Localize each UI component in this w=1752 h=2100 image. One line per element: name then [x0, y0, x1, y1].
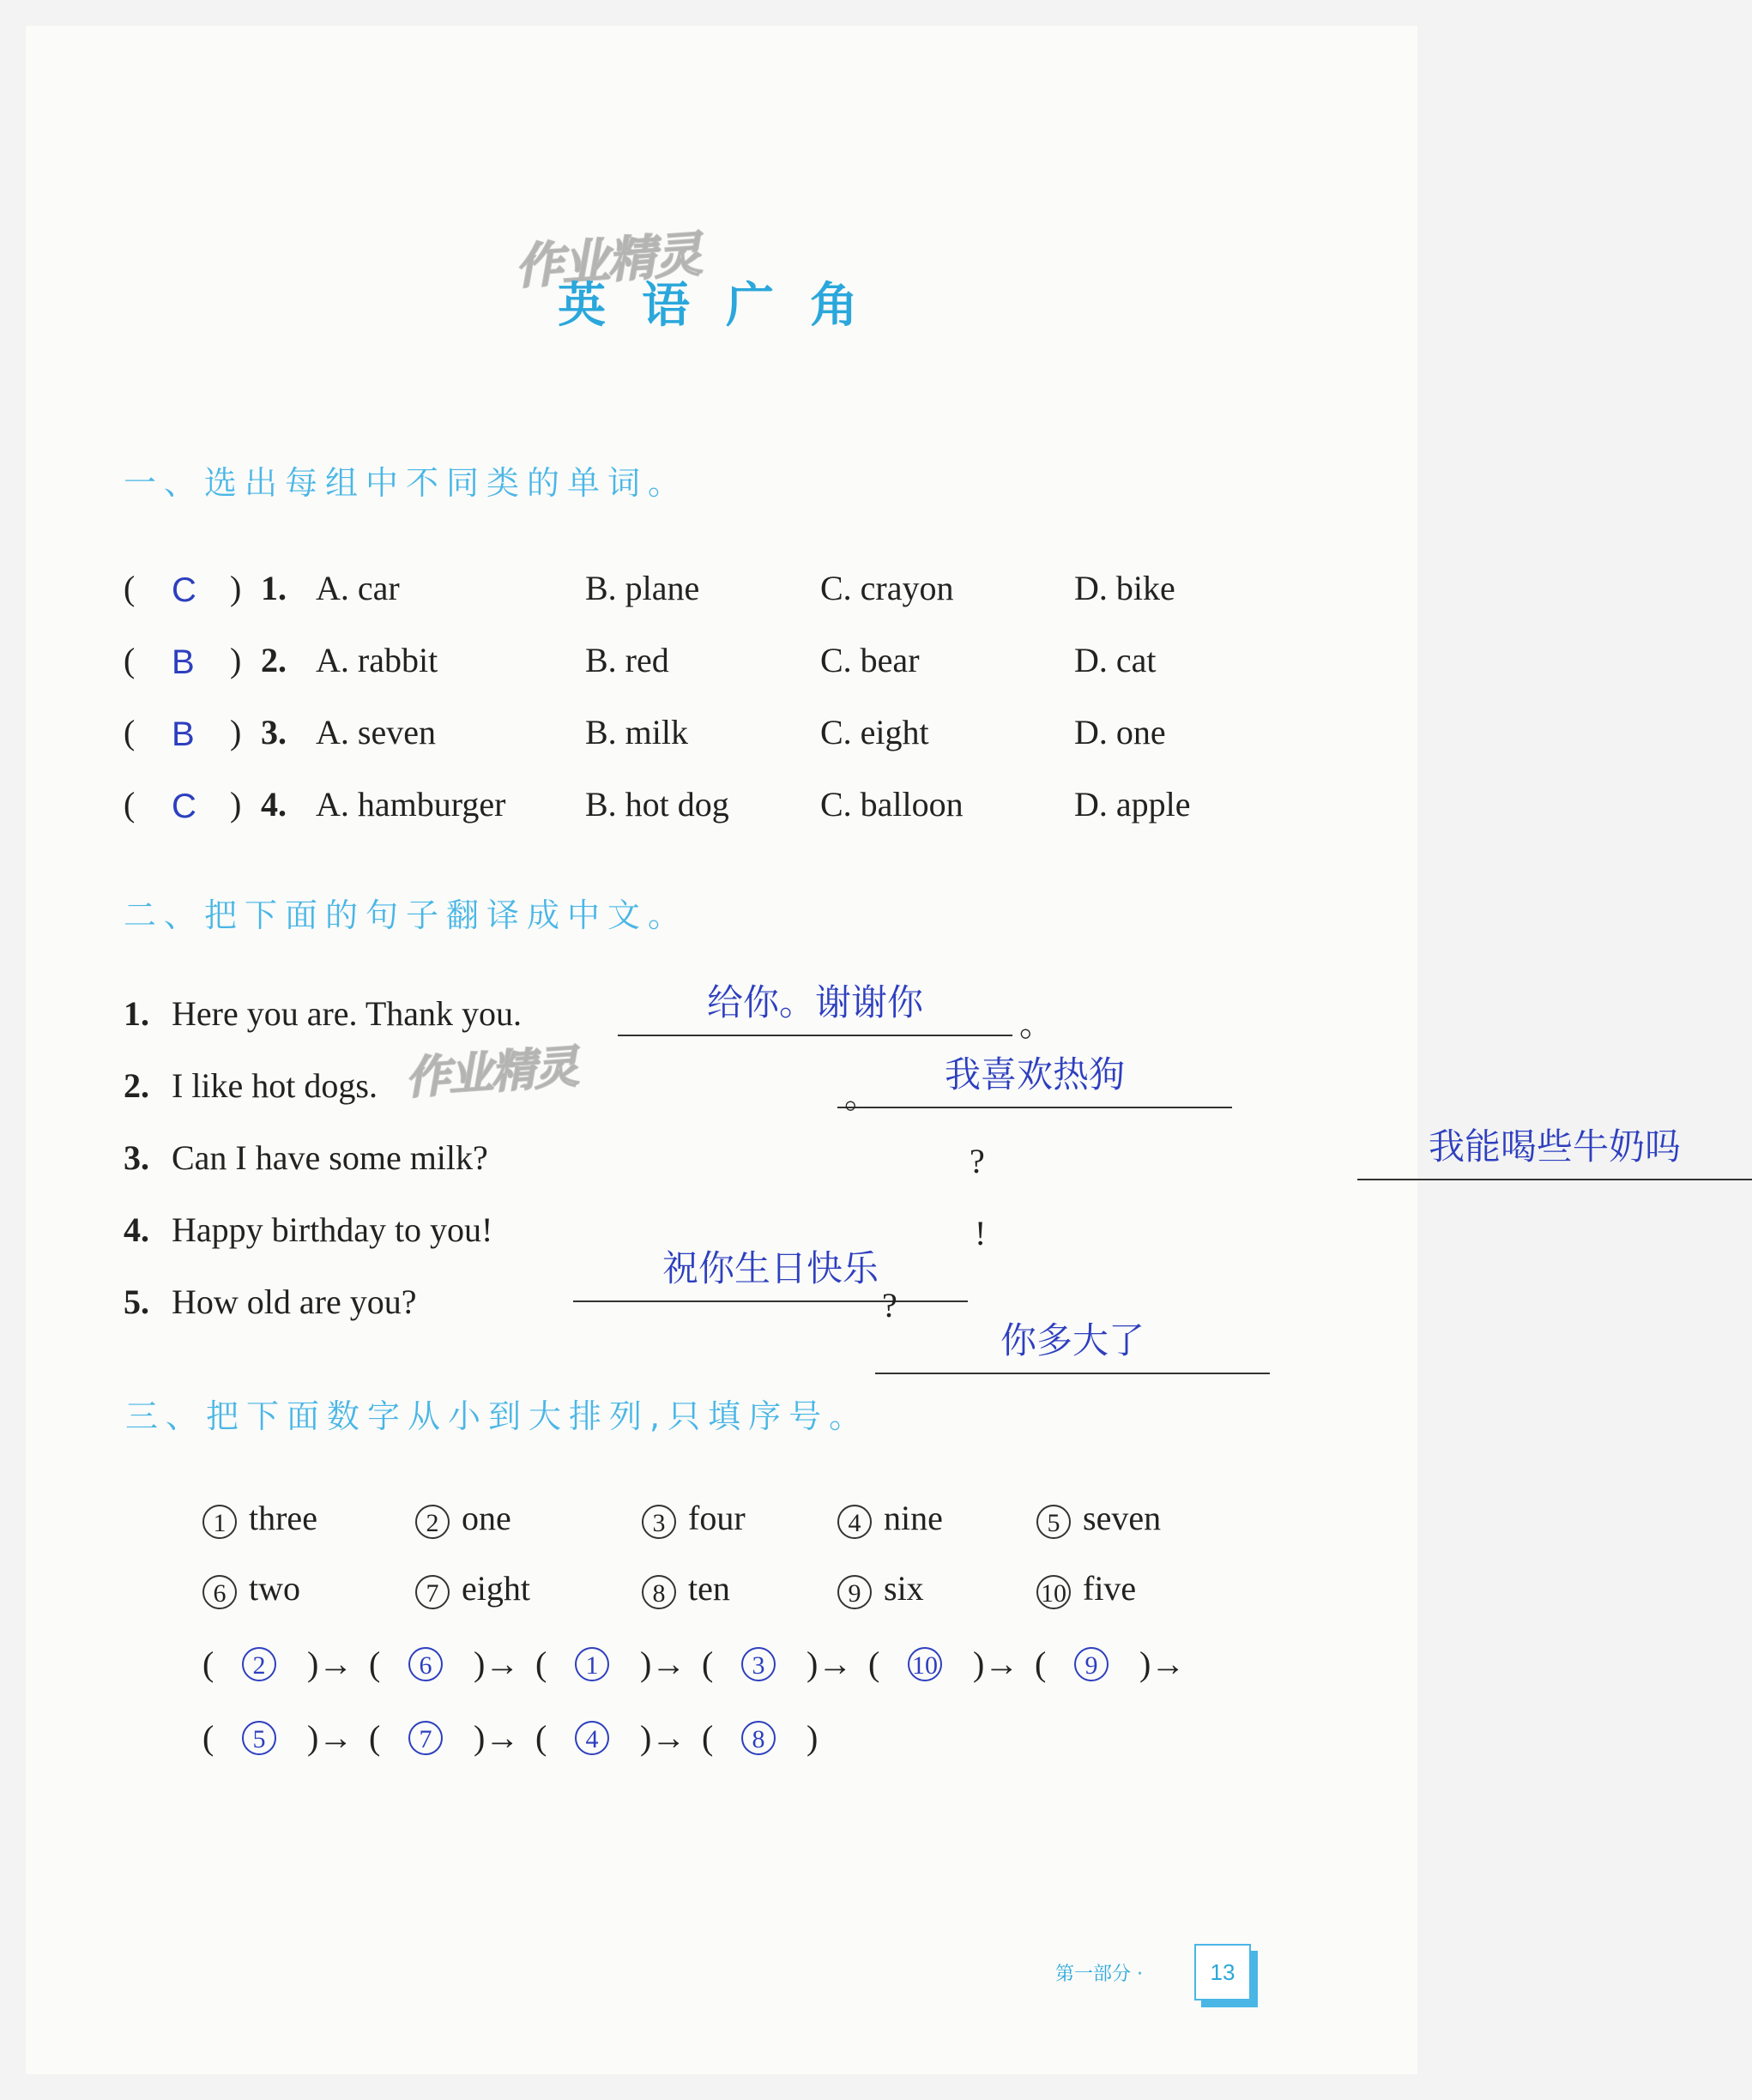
number-word-text: one	[462, 1499, 511, 1537]
paren-close: )	[230, 713, 242, 751]
answer-circled-number: 6	[408, 1647, 443, 1681]
section-heading-3: 三、把下面数字从小到大排列,只填序号。	[125, 1397, 870, 1435]
answer-circled-number: 7	[408, 1721, 443, 1755]
page-title: 英语广角	[558, 278, 894, 334]
chinese-answer: 我能喝些牛奶吗	[1428, 1125, 1681, 1168]
option-d: D. bike	[1074, 569, 1175, 607]
number-word-text: five	[1083, 1569, 1137, 1608]
paren-open: (	[1035, 1644, 1047, 1683]
section-heading-2: 二、把下面的句子翻译成中文。	[124, 896, 689, 934]
circled-number: 1	[202, 1505, 237, 1539]
sentence-end-mark: 。	[844, 1077, 879, 1115]
paren-close-arrow: )→	[640, 1718, 686, 1757]
circled-number: 7	[415, 1575, 450, 1609]
circled-number: 6	[202, 1575, 237, 1609]
answer-letter: B	[172, 643, 195, 681]
sentence-end-mark: ?	[970, 1142, 985, 1180]
chinese-answer: 给你。谢谢你	[706, 981, 923, 1023]
question-number: 3.	[261, 713, 287, 751]
answer-circled-number: 9	[1074, 1647, 1109, 1681]
english-sentence: I like hot dogs.	[172, 1066, 378, 1105]
english-sentence: Here you are. Thank you.	[172, 994, 523, 1033]
option-c: C. bear	[820, 641, 920, 679]
paren-open: (	[202, 1718, 214, 1757]
paren-open: (	[124, 641, 136, 679]
watermark-logo: 作业精灵	[403, 1041, 579, 1105]
item-number: 5.	[124, 1282, 149, 1321]
option-c: C. crayon	[820, 569, 954, 607]
number-word	[415, 1498, 511, 1539]
question-number: 4.	[261, 785, 287, 824]
option-b: B. hot dog	[585, 785, 729, 824]
circled-number: 2	[415, 1505, 450, 1539]
option-d: D. one	[1074, 713, 1166, 751]
question-number: 2.	[261, 641, 287, 679]
paren-close-arrow: )→	[474, 1644, 520, 1683]
paren-close-arrow: )→	[307, 1718, 353, 1757]
number-word-text: eight	[462, 1569, 530, 1608]
paren-open: (	[369, 1718, 381, 1757]
answer-blank	[875, 1319, 1270, 1374]
number-word	[837, 1498, 943, 1539]
circled-number: 4	[837, 1505, 872, 1539]
english-sentence: Can I have some milk?	[172, 1138, 488, 1177]
option-a: A. car	[316, 569, 400, 607]
number-word	[1036, 1568, 1136, 1609]
number-word	[415, 1568, 530, 1609]
paren-close: )	[230, 785, 242, 824]
paren-close: )	[230, 569, 242, 607]
chinese-answer: 你多大了	[1000, 1319, 1145, 1361]
paren-open: (	[369, 1644, 381, 1683]
paren-open: (	[124, 713, 136, 751]
paren-open: (	[535, 1718, 547, 1757]
sentence-end-mark: ?	[882, 1286, 897, 1325]
option-b: B. red	[585, 641, 669, 679]
answer-blank	[573, 1247, 968, 1302]
paren-open: (	[702, 1718, 714, 1757]
option-b: B. plane	[585, 569, 700, 607]
circled-number: 5	[1036, 1505, 1071, 1539]
option-d: D. apple	[1074, 785, 1191, 824]
paren-close-arrow: )→	[307, 1644, 353, 1683]
paren-close: )	[807, 1718, 819, 1757]
item-number: 2.	[124, 1066, 149, 1105]
number-word-text: seven	[1083, 1499, 1162, 1537]
number-word	[202, 1498, 317, 1539]
answer-letter: C	[172, 571, 196, 609]
option-d: D. cat	[1074, 641, 1157, 679]
footer-part-label: 第一部分 ·	[1055, 1964, 1143, 1985]
paren-close: )	[230, 641, 242, 679]
circled-number: 8	[642, 1575, 676, 1609]
number-word-text: three	[249, 1499, 317, 1537]
option-a: A. seven	[316, 713, 436, 751]
sentence-end-mark: 。	[1019, 1005, 1054, 1043]
paren-close-arrow: )→	[640, 1644, 686, 1683]
question-number: 1.	[261, 569, 287, 607]
paren-open: (	[702, 1644, 714, 1683]
number-word	[1036, 1498, 1161, 1539]
number-word	[642, 1568, 730, 1609]
watermark-logo: 作业精灵	[513, 226, 703, 296]
item-number: 4.	[124, 1210, 149, 1249]
paren-close-arrow: )→	[973, 1644, 1019, 1683]
option-c: C. balloon	[820, 785, 964, 824]
item-number: 3.	[124, 1138, 149, 1177]
answer-circled-number: 5	[242, 1721, 276, 1755]
answer-letter: B	[172, 715, 195, 753]
paren-open: (	[535, 1644, 547, 1683]
circled-number: 3	[642, 1505, 676, 1539]
option-b: B. milk	[585, 713, 689, 751]
paren-open: (	[868, 1644, 880, 1683]
english-sentence: How old are you?	[172, 1282, 417, 1321]
number-word	[202, 1568, 300, 1609]
number-word-text: four	[688, 1499, 746, 1537]
number-word	[837, 1568, 924, 1609]
circled-number: 10	[1036, 1575, 1071, 1609]
english-sentence: Happy birthday to you!	[172, 1210, 493, 1249]
answer-circled-number: 8	[741, 1721, 776, 1755]
answer-circled-number: 4	[575, 1721, 609, 1755]
number-word-text: six	[884, 1569, 924, 1608]
circled-number: 9	[837, 1575, 872, 1609]
sentence-end-mark: !	[975, 1214, 987, 1252]
answer-circled-number: 1	[575, 1647, 609, 1681]
option-a: A. hamburger	[316, 785, 506, 824]
number-word	[642, 1498, 746, 1539]
number-word-text: two	[249, 1569, 300, 1608]
chinese-answer: 我喜欢热狗	[944, 1053, 1125, 1095]
paren-close-arrow: )→	[807, 1644, 853, 1683]
answer-circled-number: 2	[242, 1647, 276, 1681]
item-number: 1.	[124, 994, 149, 1033]
paren-close-arrow: )→	[474, 1718, 520, 1757]
option-a: A. rabbit	[316, 641, 438, 679]
paren-close-arrow: )→	[1139, 1644, 1186, 1683]
answer-blank	[618, 981, 1012, 1036]
section-heading-1: 一、选出每组中不同类的单词。	[124, 464, 689, 502]
chinese-answer: 祝你生日快乐	[662, 1247, 879, 1289]
page-number: 13	[1194, 1944, 1251, 2000]
number-word-text: nine	[884, 1499, 943, 1537]
answer-letter: C	[172, 788, 196, 825]
answer-blank	[837, 1053, 1232, 1108]
paren-open: (	[202, 1644, 214, 1683]
answer-circled-number: 3	[741, 1647, 776, 1681]
option-c: C. eight	[820, 713, 929, 751]
paren-open: (	[124, 569, 136, 607]
number-word-text: ten	[688, 1569, 730, 1608]
paren-open: (	[124, 785, 136, 824]
answer-circled-number: 10	[908, 1647, 942, 1681]
answer-blank	[1357, 1125, 1752, 1180]
